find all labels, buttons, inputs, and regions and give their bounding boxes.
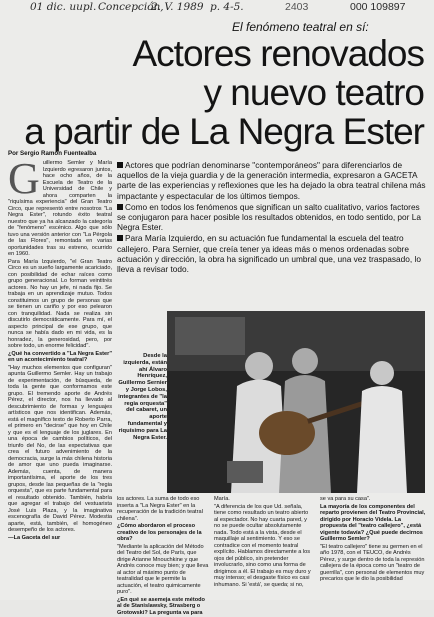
- drop-cap: G: [8, 154, 40, 203]
- archive-code: 000 109897: [350, 1, 406, 13]
- question: La mayoría de los componentes del reparto provienen del Teatro Provincial, dirigido por Horacio Videla. La propuesta del "teatro callejero", ¿está vigente todavía? ¿Qué puede decirnos Guillermo Semler?: [320, 503, 426, 542]
- bullet-icon: [117, 204, 123, 210]
- intro-paragraph: Actores que podrían denominarse "contemporáneos" para diferenciarlos de aquellos de la vieja guardia y de la generación intermedia, expresaron a GACETA parte de las experiencias y reflexiones que les ha dejado la obra teatral chilena más impactante y espectacular de los últimos tiempos.: [117, 160, 426, 201]
- byline: Por Sergio Ramón Fuentealba: [8, 150, 97, 157]
- annotation-note: Concepción,: [98, 1, 164, 13]
- paragraph: Para María Izquierdo, "el Gran Teatro Circo es un sueño largamente acariciado, con posibilidad de echar raíces como grupo generacional. Lo forman veintitrés actores. No hay un jefe, ni nada fijo. Se trabaja en un aprendizaje mutuo. Todos constituimos un grupo de personas que se tienen un cariño y por eso pelearon con tranquilidad. Nada se realiza sin discutirlo democráticamente. Para mí, el aspecto principal de ese grupo, que nunca se había dado en mi vida, es la honradez, la generosidad, pero, por sobre todo, un enorme felicidad".: [8, 258, 112, 349]
- body-column-b: [214, 496, 314, 589]
- paragraph: María.: [214, 496, 230, 502]
- body-column-c: [320, 496, 426, 584]
- photo-graphic: [167, 311, 425, 493]
- intro-block: [117, 160, 427, 275]
- annotation-note: 01 dic. uupl.: [30, 1, 97, 13]
- intro-paragraph: Para María Izquierdo, en su actuación fue fundamental la escuela del teatro callejero. Para Sernier, que creía tener ya ideas más o menos ordenadas sobre actuación y dirección, la obra ha significado un umbral que, una vez traspasado, lo lleva a revisar todo.: [117, 233, 421, 275]
- paragraph: "El teatro callejero" tiene su germen en el año 1978, con el TEUCO, de Andrés Pérez, y surge dentro de toda la represión callejera de la época como un "teatro de guerrilla", con personal de elementos muy precarios que le dio la posibilidad: [320, 543, 425, 582]
- musicians-photo: [167, 311, 425, 493]
- kicker: El fenómeno teatral en sí:: [232, 20, 369, 34]
- headline: [4, 34, 424, 151]
- bullet-icon: [117, 162, 123, 168]
- photo-caption: Desde la izquierda, están ahí Álvaro Henríquez, Guillermo Sernier y Jorge Lobos, integrantes de "la regia orquesta" del cabaret, un aporte fundamental y riquísimo para La Negra Ester.: [118, 353, 167, 441]
- archive-stamp: 2403: [285, 1, 309, 13]
- headline-line: Actores renovados: [132, 33, 424, 74]
- headline-line: y nuevo teatro: [203, 72, 424, 113]
- left-column: [8, 154, 112, 542]
- question: ¿Qué ha convertido a "La Negra Ester" en un acontecimiento teatral?: [8, 350, 112, 363]
- annotation-pages: p. 4-5.: [210, 1, 244, 13]
- paragraph: los actores. La suma de todo eso inserta a "La Negra Ester" en la recuperación de la tradición teatral chilena".: [117, 496, 203, 522]
- bullet-icon: [117, 235, 123, 241]
- intro-paragraph: Como en todos los fenómenos que significan un salto cualitativo, varios factores se conjugaron para hacer posible los resultados obtenidos, en todo sentido, por La Negra Ester.: [117, 201, 421, 233]
- paragraph: uillermo Semler y María Izquierdo egresaron juntos, hace ocho años, de la Escuela de Teatro de la Universidad de Chile y ahora comparten la "riquísima experiencia" del Gran Teatro Circo, que representó entre nosotros "La Negra Ester", rotundo éxito teatral nuestro que ya ha alcanzado la categoría de "fenómeno" escénico. Algo que sólo tuvo una versión anterior con "La Pérgola de las Flores", remontada en varias oportunidades tras su estreno, ocurrido en 1960.: [8, 160, 112, 257]
- paragraph: "Mediante la aplicación del Método del Teatro del Sol, de París, que dirige Arianne Mnouchkine y que Andrés conoce muy bien; y que lleva al actor al máximo punto de teatralidad que le permite la actuación, el teatro quimicamente puro".: [117, 543, 209, 595]
- headline-line: a partir de La Negra Ester: [24, 111, 424, 152]
- paragraph: se va para su casa".: [320, 496, 371, 502]
- question: ¿En qué se asemeja este método al de Stanislawsky, Strasberg o Grotowski? La pregunta va para: [117, 596, 205, 616]
- annotation-date: 2. V. 1989: [151, 1, 204, 13]
- paragraph: "A diferencia de los que Ud. señala, tiene como resultado un teatro abierto al espectador. No hay cuarta pared, y no se puede ocultar absolutamente nada. Todo está a la vista, desde el maquillaje al sentimiento. Y eso se contradice con el momento teatral explícito. Hablamos directamente a los ojos del público, sin pretender involucrarlo, sino como una forma de dirigirnos a él. El trabajo es muy duro y muy intenso; el desgaste físico es casi inhumano. Si 'está', se queda; si no,: [214, 503, 311, 588]
- paragraph: "Hay muchos elementos que configuran" apunta Guillermo Semler. Hay un trabajo de experimentación, de búsqueda, de toda la gente que conformamos este grupo. El tremendo aporte de Andrés Pérez, el director, nos ha llevado al descubrimiento de formas y lenguajes artísticos que nos identifican. Además, está el magnífico texto de Roberto Parra, el primero en "decirse" que hoy en Chile y que es el lenguaje de los juglares. En una época de cambios políticos, del triunfo del No, de las expectativas que crea el futuro advenimiento de la democracia, surge la más chilena historia de amor que uno pueda imaginarse. Además, cuenta, de manera importantísima, el aporte de los tres grupos, desde las pequeñas de la "regia orquesta", que es parte fundamental para el resultado obtenido. También, habría que agregar el trabajo del vestuarista José Luis Plaza, y la imaginativa escenografía de David Pérez. Modestia aparte, está, también, el homogéneo desempeño de los actores.: [8, 364, 112, 533]
- continuation: —La Gaceta del sur: [8, 534, 61, 541]
- question: ¿Cómo abordaron el proceso creativo de los personajes de la obra?: [117, 523, 202, 542]
- body-column-a: [117, 496, 209, 617]
- handwritten-annotation: [30, 1, 430, 17]
